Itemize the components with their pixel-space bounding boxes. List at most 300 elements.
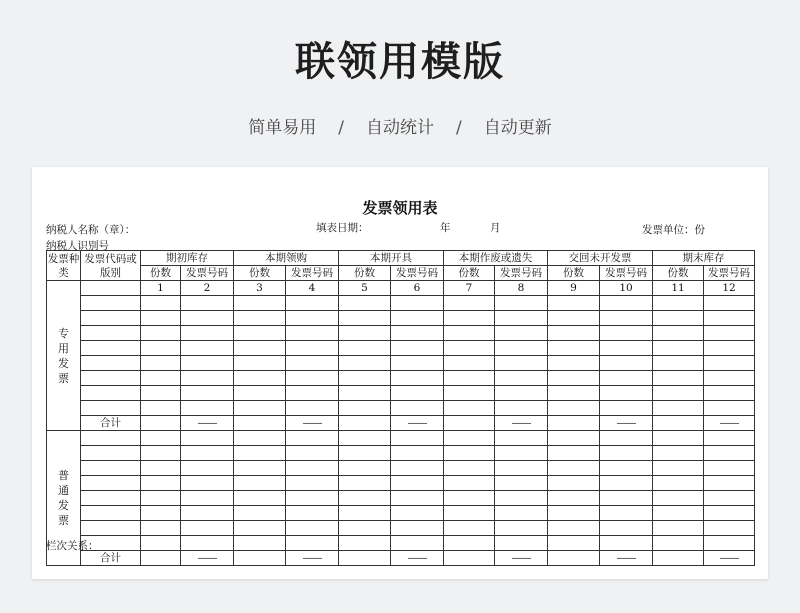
data-cell[interactable] <box>391 401 444 416</box>
data-cell[interactable] <box>339 506 391 521</box>
fill-date-label: 填表日期： <box>316 222 369 234</box>
data-cell[interactable] <box>704 446 755 461</box>
data-cell[interactable] <box>181 311 234 326</box>
data-cell[interactable] <box>391 506 444 521</box>
data-cell[interactable] <box>141 371 181 386</box>
data-cell[interactable] <box>339 311 391 326</box>
col-group-header: 本期开具 <box>339 251 444 266</box>
data-cell[interactable] <box>495 371 548 386</box>
data-cell[interactable] <box>286 356 339 371</box>
data-cell[interactable] <box>234 371 286 386</box>
data-cell[interactable] <box>600 521 653 536</box>
data-cell[interactable] <box>704 491 755 506</box>
data-cell[interactable] <box>286 521 339 536</box>
data-cell[interactable] <box>548 341 600 356</box>
data-cell[interactable] <box>141 506 181 521</box>
subtotal-cell[interactable] <box>548 416 600 431</box>
data-cell[interactable] <box>600 506 653 521</box>
table-row <box>47 491 755 506</box>
data-cell[interactable] <box>600 446 653 461</box>
data-cell[interactable] <box>548 476 600 491</box>
data-cell[interactable] <box>548 446 600 461</box>
data-cell[interactable] <box>181 401 234 416</box>
data-cell[interactable] <box>141 446 181 461</box>
data-cell[interactable] <box>141 296 181 311</box>
data-cell[interactable] <box>653 326 704 341</box>
data-cell[interactable] <box>704 476 755 491</box>
table-row <box>47 506 755 521</box>
data-cell[interactable] <box>234 431 286 446</box>
data-cell[interactable] <box>495 311 548 326</box>
feature-tagline <box>0 113 800 138</box>
subtotal-label: 合计 <box>81 416 141 431</box>
form-title: 发票领用表 <box>362 199 438 217</box>
footer-label: 栏次关系： <box>46 540 99 552</box>
data-cell[interactable] <box>391 386 444 401</box>
invoice-code-cell[interactable] <box>81 491 141 506</box>
data-cell[interactable] <box>600 461 653 476</box>
taxpayer-id-label: 纳税人识别号 <box>46 240 109 252</box>
data-cell[interactable] <box>391 311 444 326</box>
data-cell[interactable] <box>181 491 234 506</box>
data-cell[interactable] <box>391 431 444 446</box>
col-header-number: 发票号码 <box>600 266 653 281</box>
subtotal-label: 合计 <box>81 551 141 566</box>
data-cell[interactable] <box>181 431 234 446</box>
data-cell[interactable] <box>181 521 234 536</box>
data-cell[interactable] <box>181 341 234 356</box>
data-cell[interactable] <box>653 461 704 476</box>
data-cell[interactable] <box>495 401 548 416</box>
data-cell[interactable] <box>600 341 653 356</box>
data-cell[interactable] <box>391 536 444 551</box>
data-cell[interactable] <box>181 386 234 401</box>
data-cell[interactable] <box>548 326 600 341</box>
data-cell[interactable] <box>141 356 181 371</box>
col-header-count: 份数 <box>653 266 704 281</box>
data-cell[interactable] <box>495 506 548 521</box>
data-cell[interactable] <box>548 521 600 536</box>
data-cell[interactable] <box>653 371 704 386</box>
table-row <box>47 326 755 341</box>
col-header-invoice-type: 发票种类 <box>47 252 80 279</box>
section-special-invoice <box>47 281 755 431</box>
year-label: 年 <box>440 222 451 234</box>
data-cell[interactable] <box>495 296 548 311</box>
subtotal-cell[interactable] <box>548 551 600 566</box>
data-cell[interactable] <box>548 461 600 476</box>
data-cell[interactable] <box>181 326 234 341</box>
data-cell[interactable] <box>444 431 495 446</box>
col-group-header: 本期作废或遗失 <box>444 251 548 266</box>
data-cell[interactable] <box>548 356 600 371</box>
col-header-number: 发票号码 <box>391 266 444 281</box>
data-cell[interactable] <box>141 386 181 401</box>
data-cell[interactable] <box>704 506 755 521</box>
section-type-char: 用 <box>58 341 69 355</box>
data-cell[interactable] <box>444 326 495 341</box>
subtotal-dash: —— <box>495 416 548 431</box>
data-cell[interactable] <box>234 401 286 416</box>
table-row <box>47 476 755 491</box>
subtotal-cell[interactable] <box>234 416 286 431</box>
data-cell[interactable] <box>495 356 548 371</box>
data-cell[interactable] <box>181 476 234 491</box>
invoice-code-cell[interactable] <box>81 431 141 446</box>
data-cell[interactable] <box>181 296 234 311</box>
invoice-code-cell[interactable] <box>81 341 141 356</box>
data-cell[interactable] <box>234 311 286 326</box>
data-cell[interactable] <box>704 311 755 326</box>
data-cell[interactable] <box>653 446 704 461</box>
section-type-char: 发 <box>58 499 69 512</box>
data-cell[interactable] <box>286 326 339 341</box>
data-cell[interactable] <box>339 431 391 446</box>
data-cell[interactable] <box>444 521 495 536</box>
data-cell[interactable] <box>181 506 234 521</box>
data-cell[interactable] <box>444 401 495 416</box>
table-row <box>47 311 755 326</box>
invoice-code-cell[interactable] <box>81 461 141 476</box>
section-type-char: 普 <box>58 469 69 482</box>
data-cell[interactable] <box>181 536 234 551</box>
data-cell[interactable] <box>600 431 653 446</box>
data-cell[interactable] <box>181 446 234 461</box>
data-cell[interactable] <box>286 506 339 521</box>
data-cell[interactable] <box>141 521 181 536</box>
data-cell[interactable] <box>391 476 444 491</box>
data-cell[interactable] <box>444 491 495 506</box>
data-cell[interactable] <box>339 446 391 461</box>
subtotal-dash: —— <box>391 551 444 566</box>
data-cell[interactable] <box>286 341 339 356</box>
data-cell[interactable] <box>339 386 391 401</box>
data-cell[interactable] <box>444 341 495 356</box>
feature-separator: / <box>338 118 344 138</box>
data-cell[interactable] <box>444 476 495 491</box>
data-cell[interactable] <box>704 401 755 416</box>
data-cell[interactable] <box>653 311 704 326</box>
subtotal-cell[interactable] <box>339 551 391 566</box>
data-cell[interactable] <box>234 491 286 506</box>
col-group-header: 本期领购 <box>234 251 339 266</box>
table-row <box>47 461 755 476</box>
data-cell[interactable] <box>704 431 755 446</box>
data-cell[interactable] <box>234 326 286 341</box>
invoice-code-cell[interactable] <box>81 326 141 341</box>
data-cell[interactable] <box>600 356 653 371</box>
taxpayer-name-label: 纳税人名称（章）： <box>46 224 136 236</box>
data-cell[interactable] <box>653 296 704 311</box>
data-cell[interactable] <box>653 386 704 401</box>
data-cell[interactable] <box>653 356 704 371</box>
data-cell[interactable] <box>600 296 653 311</box>
subtotal-dash: —— <box>600 416 653 431</box>
data-cell[interactable] <box>339 461 391 476</box>
data-cell[interactable] <box>286 311 339 326</box>
data-cell[interactable] <box>704 326 755 341</box>
data-cell[interactable] <box>548 536 600 551</box>
data-cell[interactable] <box>704 461 755 476</box>
data-cell[interactable] <box>704 371 755 386</box>
data-cell[interactable] <box>286 296 339 311</box>
data-cell[interactable] <box>495 386 548 401</box>
data-cell[interactable] <box>653 476 704 491</box>
data-cell[interactable] <box>141 326 181 341</box>
subtotal-dash: —— <box>181 551 234 566</box>
data-cell[interactable] <box>391 461 444 476</box>
column-number: 3 <box>234 281 286 296</box>
column-number: 10 <box>600 281 653 296</box>
data-cell[interactable] <box>444 446 495 461</box>
invoice-code-cell[interactable] <box>81 311 141 326</box>
table-row <box>47 371 755 386</box>
data-cell[interactable] <box>391 296 444 311</box>
data-cell[interactable] <box>339 401 391 416</box>
subtotal-dash: —— <box>286 416 339 431</box>
table-row <box>47 341 755 356</box>
data-cell[interactable] <box>653 341 704 356</box>
data-cell[interactable] <box>286 371 339 386</box>
invoice-code-cell[interactable] <box>81 296 141 311</box>
data-cell[interactable] <box>234 356 286 371</box>
data-cell[interactable] <box>600 491 653 506</box>
data-cell[interactable] <box>286 386 339 401</box>
data-cell[interactable] <box>286 461 339 476</box>
data-cell[interactable] <box>495 491 548 506</box>
data-cell[interactable] <box>234 521 286 536</box>
data-cell[interactable] <box>600 371 653 386</box>
data-cell[interactable] <box>391 521 444 536</box>
col-header-number: 发票号码 <box>495 266 548 281</box>
invoice-unit-label: 发票单位：份 <box>642 224 705 236</box>
subtotal-cell[interactable] <box>234 551 286 566</box>
data-cell[interactable] <box>141 461 181 476</box>
data-cell[interactable] <box>495 446 548 461</box>
invoice-code-cell[interactable] <box>81 401 141 416</box>
col-header-count: 份数 <box>548 266 600 281</box>
data-cell[interactable] <box>600 476 653 491</box>
data-cell[interactable] <box>339 341 391 356</box>
data-cell[interactable] <box>339 371 391 386</box>
data-cell[interactable] <box>704 341 755 356</box>
data-cell[interactable] <box>339 476 391 491</box>
col-group-header: 交回未开发票 <box>548 251 653 266</box>
subtotal-row <box>47 416 755 431</box>
column-number: 2 <box>181 281 234 296</box>
data-cell[interactable] <box>141 431 181 446</box>
section-ordinary-invoice <box>47 431 755 566</box>
month-label: 月 <box>490 222 501 234</box>
section-type-char: 发 <box>58 356 69 370</box>
invoice-code-cell[interactable] <box>81 386 141 401</box>
subtotal-cell[interactable] <box>653 551 704 566</box>
column-number: 4 <box>286 281 339 296</box>
invoice-code-cell[interactable] <box>81 521 141 536</box>
data-cell[interactable] <box>704 386 755 401</box>
data-cell[interactable] <box>444 536 495 551</box>
data-cell[interactable] <box>444 311 495 326</box>
data-cell[interactable] <box>339 326 391 341</box>
data-cell[interactable] <box>141 491 181 506</box>
column-number: 11 <box>653 281 704 296</box>
data-cell[interactable] <box>495 341 548 356</box>
feature-item: 自动更新 <box>483 118 552 138</box>
table-row <box>47 431 755 446</box>
data-cell[interactable] <box>444 386 495 401</box>
data-cell[interactable] <box>181 461 234 476</box>
data-cell[interactable] <box>600 311 653 326</box>
data-cell[interactable] <box>141 341 181 356</box>
section-type-label <box>47 281 81 431</box>
subtotal-cell[interactable] <box>444 551 495 566</box>
data-cell[interactable] <box>391 356 444 371</box>
data-cell[interactable] <box>141 311 181 326</box>
feature-item: 简单易用 <box>248 118 317 138</box>
data-cell[interactable] <box>391 371 444 386</box>
data-cell[interactable] <box>600 326 653 341</box>
subtotal-cell[interactable] <box>141 551 181 566</box>
invoice-code-cell[interactable] <box>81 356 141 371</box>
section-type-char: 票 <box>58 514 69 527</box>
data-cell[interactable] <box>141 536 181 551</box>
data-cell[interactable] <box>704 536 755 551</box>
data-cell[interactable] <box>653 521 704 536</box>
subheader-row <box>47 266 755 281</box>
data-cell[interactable] <box>704 356 755 371</box>
data-cell[interactable] <box>339 356 391 371</box>
data-cell[interactable] <box>339 521 391 536</box>
data-cell[interactable] <box>548 386 600 401</box>
table-row <box>47 536 755 551</box>
invoice-code-cell[interactable] <box>81 371 141 386</box>
subtotal-dash: —— <box>600 551 653 566</box>
data-cell[interactable] <box>495 476 548 491</box>
data-cell[interactable] <box>495 521 548 536</box>
data-cell[interactable] <box>234 461 286 476</box>
data-cell[interactable] <box>286 536 339 551</box>
data-cell[interactable] <box>653 401 704 416</box>
data-cell[interactable] <box>704 521 755 536</box>
data-cell[interactable] <box>704 296 755 311</box>
data-cell[interactable] <box>234 296 286 311</box>
data-cell[interactable] <box>444 356 495 371</box>
col-header-number: 发票号码 <box>181 266 234 281</box>
invoice-code-cell[interactable] <box>81 281 141 296</box>
data-cell[interactable] <box>495 431 548 446</box>
data-cell[interactable] <box>495 326 548 341</box>
col-header-number: 发票号码 <box>704 266 755 281</box>
data-cell[interactable] <box>391 341 444 356</box>
data-cell[interactable] <box>391 446 444 461</box>
data-cell[interactable] <box>339 296 391 311</box>
data-cell[interactable] <box>495 461 548 476</box>
data-cell[interactable] <box>141 401 181 416</box>
data-cell[interactable] <box>286 491 339 506</box>
data-cell[interactable] <box>548 401 600 416</box>
data-cell[interactable] <box>391 491 444 506</box>
data-cell[interactable] <box>444 461 495 476</box>
data-cell[interactable] <box>234 536 286 551</box>
invoice-code-cell[interactable] <box>81 476 141 491</box>
data-cell[interactable] <box>548 431 600 446</box>
data-cell[interactable] <box>234 341 286 356</box>
column-number: 7 <box>444 281 495 296</box>
data-cell[interactable] <box>339 536 391 551</box>
subtotal-dash: —— <box>704 416 755 431</box>
data-cell[interactable] <box>391 326 444 341</box>
table-row <box>47 356 755 371</box>
col-header-count: 份数 <box>444 266 495 281</box>
data-cell[interactable] <box>653 431 704 446</box>
data-cell[interactable] <box>600 536 653 551</box>
page-title: 联领用模版 <box>295 39 505 85</box>
col-header-number: 发票号码 <box>286 266 339 281</box>
data-cell[interactable] <box>234 386 286 401</box>
data-cell[interactable] <box>548 506 600 521</box>
table-row <box>47 446 755 461</box>
data-cell[interactable] <box>234 506 286 521</box>
subtotal-cell[interactable] <box>653 416 704 431</box>
data-cell[interactable] <box>286 476 339 491</box>
subtotal-cell[interactable] <box>339 416 391 431</box>
data-cell[interactable] <box>141 476 181 491</box>
subtotal-cell[interactable] <box>444 416 495 431</box>
data-cell[interactable] <box>653 491 704 506</box>
invoice-code-cell[interactable] <box>81 446 141 461</box>
data-cell[interactable] <box>548 311 600 326</box>
data-cell[interactable] <box>234 446 286 461</box>
subtotal-dash: —— <box>495 551 548 566</box>
data-cell[interactable] <box>653 506 704 521</box>
col-header-invoice-code: 发票代码或版别 <box>81 251 141 281</box>
data-cell[interactable] <box>600 401 653 416</box>
data-cell[interactable] <box>495 536 548 551</box>
table-row <box>47 401 755 416</box>
subtotal-dash: —— <box>391 416 444 431</box>
data-cell[interactable] <box>181 371 234 386</box>
data-cell[interactable] <box>653 536 704 551</box>
invoice-table <box>46 250 755 566</box>
data-cell[interactable] <box>548 371 600 386</box>
col-header-count: 份数 <box>339 266 391 281</box>
feature-item: 自动统计 <box>366 118 434 138</box>
data-cell[interactable] <box>286 431 339 446</box>
section-type-char: 票 <box>58 371 69 385</box>
section-type-char: 通 <box>58 484 69 497</box>
col-header-count: 份数 <box>234 266 286 281</box>
column-number: 12 <box>704 281 755 296</box>
data-cell[interactable] <box>286 446 339 461</box>
data-cell[interactable] <box>444 371 495 386</box>
data-cell[interactable] <box>548 491 600 506</box>
data-cell[interactable] <box>444 506 495 521</box>
table-row <box>47 281 755 296</box>
data-cell[interactable] <box>444 296 495 311</box>
table-row <box>47 521 755 536</box>
data-cell[interactable] <box>600 386 653 401</box>
invoice-code-cell[interactable] <box>81 506 141 521</box>
col-group-header: 期初库存 <box>141 251 234 266</box>
data-cell[interactable] <box>339 491 391 506</box>
subtotal-cell[interactable] <box>141 416 181 431</box>
data-cell[interactable] <box>286 401 339 416</box>
data-cell[interactable] <box>234 476 286 491</box>
data-cell[interactable] <box>548 296 600 311</box>
column-number: 1 <box>141 281 181 296</box>
data-cell[interactable] <box>181 356 234 371</box>
subtotal-dash: —— <box>181 416 234 431</box>
